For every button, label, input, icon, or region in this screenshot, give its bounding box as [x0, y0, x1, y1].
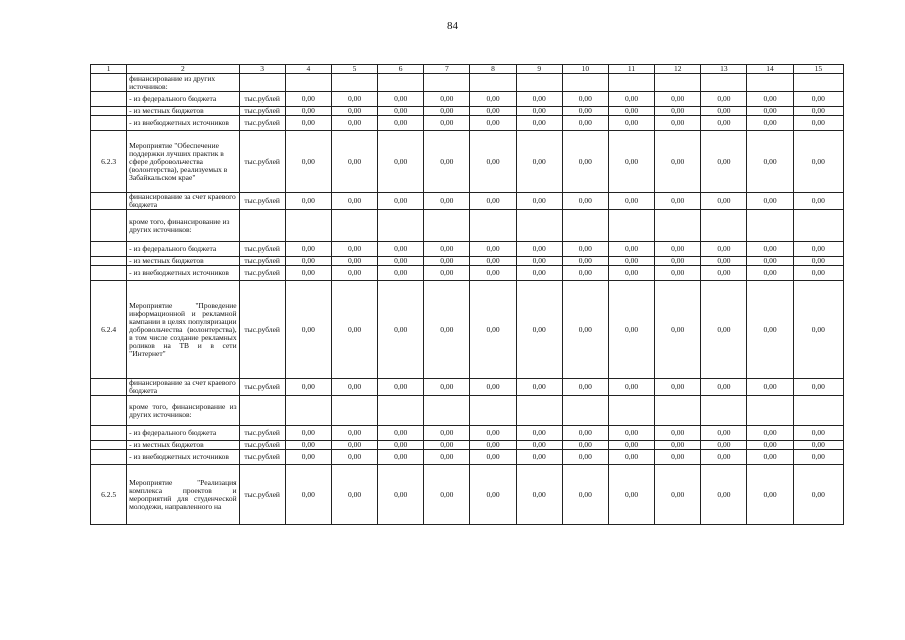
value-cell: 0,00 — [562, 242, 608, 257]
table-row — [91, 465, 844, 525]
value-cell — [424, 396, 470, 426]
value-cell: 0,00 — [608, 379, 654, 396]
table-row — [91, 107, 844, 116]
value-cell: 0,00 — [701, 426, 747, 441]
value-cell: 0,00 — [331, 450, 377, 465]
value-cell: 0,00 — [747, 441, 793, 450]
value-cell: 0,00 — [516, 426, 562, 441]
value-cell: 0,00 — [331, 281, 377, 379]
value-cell: 0,00 — [285, 131, 331, 193]
value-cell: 0,00 — [378, 131, 424, 193]
value-cell — [747, 396, 793, 426]
value-cell: 0,00 — [470, 266, 516, 281]
value-cell: 0,00 — [701, 193, 747, 210]
row-code-cell — [91, 242, 127, 257]
value-cell: 0,00 — [424, 379, 470, 396]
row-name-cell: - из местных бюджетов — [127, 107, 239, 116]
value-cell: 0,00 — [331, 131, 377, 193]
value-cell: 0,00 — [655, 379, 701, 396]
value-cell: 0,00 — [424, 465, 470, 525]
row-name-cell: финансирование за счет краевого бюджета — [127, 193, 239, 210]
value-cell: 0,00 — [424, 193, 470, 210]
row-name-cell: кроме того, финансирование из других источников: — [127, 210, 239, 242]
value-cell — [470, 396, 516, 426]
value-cell — [470, 74, 516, 92]
value-cell — [331, 210, 377, 242]
value-cell — [747, 74, 793, 92]
value-cell: 0,00 — [424, 116, 470, 131]
value-cell: 0,00 — [793, 116, 843, 131]
value-cell — [331, 396, 377, 426]
value-cell: 0,00 — [608, 92, 654, 107]
row-unit-cell: тыс.рублей — [239, 257, 285, 266]
header-cell: 7 — [424, 65, 470, 74]
value-cell: 0,00 — [285, 257, 331, 266]
value-cell: 0,00 — [378, 465, 424, 525]
value-cell: 0,00 — [655, 107, 701, 116]
value-cell: 0,00 — [470, 92, 516, 107]
value-cell: 0,00 — [516, 257, 562, 266]
row-code-cell — [91, 193, 127, 210]
value-cell — [285, 396, 331, 426]
value-cell: 0,00 — [701, 379, 747, 396]
row-code-cell — [91, 107, 127, 116]
value-cell: 0,00 — [378, 92, 424, 107]
value-cell — [378, 396, 424, 426]
value-cell: 0,00 — [331, 116, 377, 131]
budget-table-container — [90, 64, 844, 525]
value-cell — [562, 74, 608, 92]
row-code-cell: 6.2.3 — [91, 131, 127, 193]
value-cell: 0,00 — [424, 441, 470, 450]
value-cell: 0,00 — [331, 266, 377, 281]
value-cell: 0,00 — [516, 116, 562, 131]
header-cell: 11 — [608, 65, 654, 74]
value-cell: 0,00 — [747, 450, 793, 465]
value-cell: 0,00 — [378, 441, 424, 450]
value-cell: 0,00 — [655, 242, 701, 257]
value-cell — [424, 74, 470, 92]
value-cell: 0,00 — [608, 426, 654, 441]
value-cell: 0,00 — [562, 193, 608, 210]
value-cell: 0,00 — [424, 107, 470, 116]
value-cell — [655, 74, 701, 92]
value-cell: 0,00 — [562, 257, 608, 266]
value-cell: 0,00 — [470, 441, 516, 450]
value-cell: 0,00 — [378, 426, 424, 441]
header-cell: 6 — [378, 65, 424, 74]
value-cell: 0,00 — [747, 281, 793, 379]
value-cell — [470, 210, 516, 242]
value-cell — [608, 74, 654, 92]
value-cell: 0,00 — [331, 107, 377, 116]
row-unit-cell: тыс.рублей — [239, 116, 285, 131]
value-cell: 0,00 — [793, 92, 843, 107]
header-cell: 3 — [239, 65, 285, 74]
value-cell: 0,00 — [516, 379, 562, 396]
value-cell: 0,00 — [793, 193, 843, 210]
row-code-cell — [91, 441, 127, 450]
row-name-cell: финансирование из других источников: — [127, 74, 239, 92]
row-code-cell — [91, 266, 127, 281]
value-cell — [516, 396, 562, 426]
value-cell: 0,00 — [378, 266, 424, 281]
value-cell: 0,00 — [562, 92, 608, 107]
value-cell: 0,00 — [331, 193, 377, 210]
value-cell: 0,00 — [378, 450, 424, 465]
table-row — [91, 74, 844, 92]
header-cell: 13 — [701, 65, 747, 74]
value-cell — [285, 74, 331, 92]
row-code-cell — [91, 426, 127, 441]
value-cell: 0,00 — [793, 107, 843, 116]
row-name-cell: - из внебюджетных источников — [127, 450, 239, 465]
value-cell — [701, 396, 747, 426]
value-cell: 0,00 — [608, 257, 654, 266]
value-cell: 0,00 — [747, 193, 793, 210]
value-cell: 0,00 — [424, 281, 470, 379]
value-cell: 0,00 — [331, 441, 377, 450]
row-unit-cell: тыс.рублей — [239, 450, 285, 465]
value-cell: 0,00 — [793, 450, 843, 465]
value-cell: 0,00 — [424, 426, 470, 441]
row-unit-cell: тыс.рублей — [239, 266, 285, 281]
value-cell: 0,00 — [562, 379, 608, 396]
value-cell: 0,00 — [378, 379, 424, 396]
value-cell: 0,00 — [424, 450, 470, 465]
value-cell: 0,00 — [331, 465, 377, 525]
value-cell: 0,00 — [562, 266, 608, 281]
value-cell: 0,00 — [285, 116, 331, 131]
value-cell: 0,00 — [793, 131, 843, 193]
value-cell: 0,00 — [608, 116, 654, 131]
value-cell: 0,00 — [285, 92, 331, 107]
value-cell — [793, 210, 843, 242]
value-cell — [655, 396, 701, 426]
value-cell: 0,00 — [608, 131, 654, 193]
value-cell: 0,00 — [608, 281, 654, 379]
row-name-cell: Мероприятие "Реализация комплекса проектов и мероприятий для студенческой молодежи, направленного на — [127, 465, 239, 525]
table-row — [91, 266, 844, 281]
header-cell: 2 — [127, 65, 239, 74]
value-cell: 0,00 — [608, 193, 654, 210]
value-cell: 0,00 — [655, 116, 701, 131]
row-unit-cell: тыс.рублей — [239, 379, 285, 396]
value-cell: 0,00 — [793, 257, 843, 266]
row-code-cell — [91, 210, 127, 242]
table-row — [91, 426, 844, 441]
value-cell: 0,00 — [285, 441, 331, 450]
header-cell: 5 — [331, 65, 377, 74]
value-cell — [608, 210, 654, 242]
page-number: 84 — [447, 20, 458, 32]
header-cell: 15 — [793, 65, 843, 74]
value-cell: 0,00 — [608, 441, 654, 450]
value-cell: 0,00 — [793, 242, 843, 257]
value-cell: 0,00 — [608, 266, 654, 281]
value-cell — [655, 210, 701, 242]
row-name-cell: - из местных бюджетов — [127, 257, 239, 266]
header-cell: 12 — [655, 65, 701, 74]
value-cell: 0,00 — [655, 257, 701, 266]
value-cell: 0,00 — [747, 116, 793, 131]
header-cell: 1 — [91, 65, 127, 74]
value-cell: 0,00 — [285, 242, 331, 257]
value-cell: 0,00 — [608, 465, 654, 525]
row-code-cell — [91, 74, 127, 92]
row-unit-cell — [239, 74, 285, 92]
value-cell: 0,00 — [516, 266, 562, 281]
row-unit-cell — [239, 396, 285, 426]
table-row — [91, 281, 844, 379]
value-cell: 0,00 — [331, 379, 377, 396]
value-cell: 0,00 — [470, 465, 516, 525]
value-cell — [516, 210, 562, 242]
row-code-cell: 6.2.5 — [91, 465, 127, 525]
value-cell — [562, 210, 608, 242]
value-cell: 0,00 — [793, 465, 843, 525]
row-name-cell: Мероприятие "Проведение информационной и рекламной кампании в целях популяризации добровольчества (волонтерства), в том числе создание рекламных роликов на ТВ и в сети "Интернет" — [127, 281, 239, 379]
table-row — [91, 450, 844, 465]
value-cell: 0,00 — [562, 441, 608, 450]
value-cell: 0,00 — [378, 193, 424, 210]
value-cell: 0,00 — [562, 131, 608, 193]
value-cell: 0,00 — [516, 193, 562, 210]
value-cell: 0,00 — [655, 450, 701, 465]
value-cell: 0,00 — [701, 257, 747, 266]
value-cell: 0,00 — [516, 131, 562, 193]
value-cell — [516, 74, 562, 92]
value-cell: 0,00 — [516, 107, 562, 116]
table-row — [91, 116, 844, 131]
value-cell: 0,00 — [470, 116, 516, 131]
table-row — [91, 441, 844, 450]
value-cell — [378, 210, 424, 242]
value-cell: 0,00 — [655, 426, 701, 441]
value-cell: 0,00 — [701, 441, 747, 450]
value-cell: 0,00 — [470, 131, 516, 193]
value-cell: 0,00 — [562, 116, 608, 131]
value-cell: 0,00 — [793, 426, 843, 441]
value-cell: 0,00 — [470, 450, 516, 465]
value-cell: 0,00 — [747, 257, 793, 266]
row-unit-cell: тыс.рублей — [239, 107, 285, 116]
value-cell: 0,00 — [424, 92, 470, 107]
value-cell: 0,00 — [562, 465, 608, 525]
row-name-cell: - из внебюджетных источников — [127, 266, 239, 281]
value-cell: 0,00 — [470, 193, 516, 210]
table-row — [91, 210, 844, 242]
row-unit-cell: тыс.рублей — [239, 193, 285, 210]
value-cell — [701, 74, 747, 92]
value-cell: 0,00 — [516, 441, 562, 450]
value-cell: 0,00 — [701, 107, 747, 116]
value-cell: 0,00 — [655, 92, 701, 107]
row-code-cell — [91, 396, 127, 426]
row-name-cell: - из местных бюджетов — [127, 441, 239, 450]
value-cell: 0,00 — [562, 450, 608, 465]
value-cell — [562, 396, 608, 426]
header-cell: 8 — [470, 65, 516, 74]
value-cell: 0,00 — [470, 379, 516, 396]
value-cell: 0,00 — [747, 465, 793, 525]
value-cell: 0,00 — [470, 281, 516, 379]
value-cell: 0,00 — [655, 266, 701, 281]
value-cell: 0,00 — [747, 242, 793, 257]
row-unit-cell: тыс.рублей — [239, 92, 285, 107]
value-cell: 0,00 — [378, 242, 424, 257]
value-cell: 0,00 — [747, 426, 793, 441]
value-cell: 0,00 — [701, 242, 747, 257]
value-cell: 0,00 — [331, 257, 377, 266]
table-row — [91, 131, 844, 193]
value-cell — [424, 210, 470, 242]
value-cell: 0,00 — [793, 266, 843, 281]
value-cell: 0,00 — [285, 450, 331, 465]
value-cell: 0,00 — [608, 242, 654, 257]
value-cell: 0,00 — [747, 379, 793, 396]
row-code-cell — [91, 450, 127, 465]
value-cell: 0,00 — [424, 266, 470, 281]
value-cell: 0,00 — [608, 450, 654, 465]
value-cell: 0,00 — [747, 92, 793, 107]
value-cell: 0,00 — [701, 450, 747, 465]
value-cell: 0,00 — [793, 379, 843, 396]
header-cell: 14 — [747, 65, 793, 74]
value-cell: 0,00 — [562, 281, 608, 379]
value-cell: 0,00 — [701, 116, 747, 131]
row-unit-cell: тыс.рублей — [239, 465, 285, 525]
budget-table — [90, 64, 844, 525]
table-row — [91, 257, 844, 266]
value-cell: 0,00 — [378, 107, 424, 116]
row-code-cell — [91, 92, 127, 107]
value-cell: 0,00 — [562, 107, 608, 116]
value-cell: 0,00 — [470, 257, 516, 266]
table-row — [91, 242, 844, 257]
value-cell: 0,00 — [285, 193, 331, 210]
row-unit-cell: тыс.рублей — [239, 242, 285, 257]
value-cell — [608, 396, 654, 426]
value-cell: 0,00 — [516, 450, 562, 465]
value-cell — [747, 210, 793, 242]
table-body — [91, 74, 844, 525]
value-cell: 0,00 — [331, 426, 377, 441]
row-code-cell — [91, 116, 127, 131]
value-cell: 0,00 — [608, 107, 654, 116]
value-cell: 0,00 — [793, 441, 843, 450]
table-row — [91, 379, 844, 396]
table-row — [91, 193, 844, 210]
value-cell: 0,00 — [747, 107, 793, 116]
row-name-cell: кроме того, финансирование из других источников: — [127, 396, 239, 426]
value-cell: 0,00 — [747, 131, 793, 193]
value-cell: 0,00 — [701, 92, 747, 107]
value-cell: 0,00 — [424, 242, 470, 257]
value-cell: 0,00 — [793, 281, 843, 379]
value-cell: 0,00 — [470, 426, 516, 441]
value-cell: 0,00 — [378, 257, 424, 266]
value-cell: 0,00 — [285, 426, 331, 441]
row-unit-cell: тыс.рублей — [239, 281, 285, 379]
value-cell: 0,00 — [701, 266, 747, 281]
value-cell: 0,00 — [747, 266, 793, 281]
value-cell: 0,00 — [655, 193, 701, 210]
value-cell — [701, 210, 747, 242]
row-code-cell: 6.2.4 — [91, 281, 127, 379]
row-unit-cell: тыс.рублей — [239, 426, 285, 441]
header-cell: 4 — [285, 65, 331, 74]
value-cell: 0,00 — [655, 281, 701, 379]
value-cell: 0,00 — [470, 242, 516, 257]
value-cell — [285, 210, 331, 242]
row-code-cell — [91, 257, 127, 266]
row-unit-cell — [239, 210, 285, 242]
header-row — [91, 65, 844, 74]
value-cell: 0,00 — [378, 281, 424, 379]
row-name-cell: - из федерального бюджета — [127, 242, 239, 257]
value-cell: 0,00 — [285, 465, 331, 525]
table-row — [91, 396, 844, 426]
row-name-cell: - из внебюджетных источников — [127, 116, 239, 131]
value-cell: 0,00 — [516, 92, 562, 107]
value-cell: 0,00 — [516, 242, 562, 257]
value-cell: 0,00 — [285, 107, 331, 116]
value-cell: 0,00 — [562, 426, 608, 441]
value-cell: 0,00 — [516, 281, 562, 379]
value-cell — [378, 74, 424, 92]
row-unit-cell: тыс.рублей — [239, 131, 285, 193]
row-name-cell: - из федерального бюджета — [127, 426, 239, 441]
value-cell — [331, 74, 377, 92]
value-cell: 0,00 — [424, 257, 470, 266]
value-cell: 0,00 — [378, 116, 424, 131]
value-cell: 0,00 — [655, 131, 701, 193]
value-cell: 0,00 — [655, 465, 701, 525]
table-row — [91, 92, 844, 107]
value-cell: 0,00 — [701, 465, 747, 525]
value-cell: 0,00 — [516, 465, 562, 525]
value-cell: 0,00 — [285, 281, 331, 379]
value-cell: 0,00 — [701, 281, 747, 379]
value-cell: 0,00 — [470, 107, 516, 116]
value-cell — [793, 396, 843, 426]
value-cell: 0,00 — [331, 242, 377, 257]
row-name-cell: Мероприятие "Обеспечение поддержки лучших практик в сфере добровольчества (волонтерства), реализуемых в Забайкальском крае" — [127, 131, 239, 193]
header-cell: 9 — [516, 65, 562, 74]
value-cell: 0,00 — [285, 266, 331, 281]
row-unit-cell: тыс.рублей — [239, 441, 285, 450]
value-cell: 0,00 — [331, 92, 377, 107]
row-code-cell — [91, 379, 127, 396]
header-cell: 10 — [562, 65, 608, 74]
value-cell: 0,00 — [424, 131, 470, 193]
row-name-cell: - из федерального бюджета — [127, 92, 239, 107]
row-name-cell: финансирование за счет краевого бюджета — [127, 379, 239, 396]
value-cell: 0,00 — [655, 441, 701, 450]
value-cell: 0,00 — [701, 131, 747, 193]
value-cell: 0,00 — [285, 379, 331, 396]
value-cell — [793, 74, 843, 92]
